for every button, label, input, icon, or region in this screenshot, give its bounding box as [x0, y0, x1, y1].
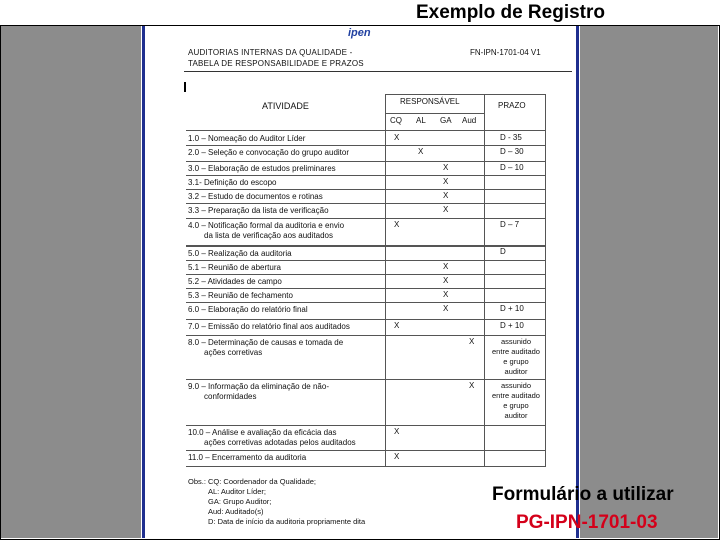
- page-right-border: [576, 26, 579, 538]
- header-col-al: AL: [416, 116, 426, 125]
- responsible-mark: X: [394, 427, 400, 436]
- right-gray-panel: [580, 26, 718, 538]
- activity-text: 7.0 – Emissão do relatório final aos auditados: [188, 322, 350, 331]
- activity-text: 5.2 – Atividades de campo: [188, 277, 282, 286]
- grid-line: [385, 94, 386, 466]
- deadline-text: D: [500, 247, 506, 256]
- grid-line: [186, 246, 546, 247]
- responsible-mark: X: [443, 304, 449, 313]
- ipen-logo: ipen: [348, 27, 371, 39]
- grid-line: [186, 425, 546, 426]
- activity-text: 8.0 – Determinação de causas e tomada de: [188, 338, 344, 347]
- header-deadline: PRAZO: [498, 101, 526, 110]
- grid-line: [186, 335, 546, 336]
- responsible-mark: X: [394, 133, 400, 142]
- grid-line: [186, 319, 546, 320]
- activity-text: 6.0 – Elaboração do relatório final: [188, 305, 308, 314]
- responsible-mark: X: [443, 290, 449, 299]
- grid-line: [186, 260, 546, 261]
- grid-line: [385, 113, 485, 114]
- activity-text: 3.0 – Elaboração de estudos preliminares: [188, 164, 336, 173]
- form-code: FN-IPN-1701-04 V1: [470, 48, 541, 57]
- activity-text-cont: ações corretivas adotadas pelos auditados: [204, 438, 356, 447]
- deadline-text: D - 35: [500, 133, 522, 142]
- activity-text-cont: conformidades: [204, 392, 257, 401]
- page-left-border: [142, 26, 145, 538]
- deadline-text: D + 10: [500, 321, 524, 330]
- header-col-aud: Aud: [462, 116, 477, 125]
- header-activity: ATIVIDADE: [262, 101, 309, 111]
- grid-line: [186, 189, 546, 190]
- left-gray-panel: [1, 26, 141, 538]
- activity-text: 3.3 – Preparação da lista de verificação: [188, 206, 329, 215]
- activity-text: 3.1- Definição do escopo: [188, 178, 277, 187]
- header-col-cq: CQ: [390, 116, 402, 125]
- responsible-mark: X: [469, 381, 475, 390]
- responsible-mark: X: [418, 147, 424, 156]
- slide-title: Exemplo de Registro: [416, 2, 605, 23]
- responsible-mark: X: [394, 220, 400, 229]
- caption-text: Formulário a utilizar: [492, 484, 674, 505]
- grid-line: [186, 302, 546, 303]
- form-title-line2: TABELA DE RESPONSABILIDADE E PRAZOS: [188, 59, 364, 68]
- responsible-mark: X: [469, 337, 475, 346]
- grid-line: [385, 94, 545, 95]
- activity-text: 5.3 – Reunião de fechamento: [188, 291, 293, 300]
- deadline-text: D – 10: [500, 163, 524, 172]
- grid-line: [186, 218, 546, 219]
- grid-line: [186, 466, 546, 467]
- caption-form-code: PG-IPN-1701-03: [516, 512, 658, 533]
- activity-text: 11.0 – Encerramento da auditoria: [188, 453, 307, 462]
- responsible-mark: X: [443, 163, 449, 172]
- note-line: AL: Auditor Líder;: [208, 487, 266, 496]
- deadline-text: D – 7: [500, 220, 520, 229]
- header-rule: [184, 71, 572, 72]
- note-line: Obs.: CQ: Coordenador da Qualidade;: [188, 477, 316, 486]
- legend-notes: [188, 477, 365, 527]
- deadline-text: assunido entre auditado e grupo auditor: [492, 381, 540, 420]
- activity-text: 5.0 – Realização da auditoria: [188, 249, 292, 258]
- form-title: [188, 47, 364, 69]
- responsible-mark: X: [443, 205, 449, 214]
- deadline-text: D + 10: [500, 304, 524, 313]
- grid-line: [186, 274, 546, 275]
- note-line: Aud: Auditado(s): [208, 507, 264, 516]
- grid-line: [186, 175, 546, 176]
- activity-text: 5.1 – Reunião de abertura: [188, 263, 281, 272]
- grid-line: [186, 145, 546, 146]
- responsible-mark: X: [394, 321, 400, 330]
- activity-text: 1.0 – Nomeação do Auditor Líder: [188, 134, 306, 143]
- header-responsible: RESPONSÁVEL: [400, 97, 460, 106]
- form-title-line1: AUDITORIAS INTERNAS DA QUALIDADE -: [188, 48, 353, 57]
- responsible-mark: X: [443, 177, 449, 186]
- note-line: GA: Grupo Auditor;: [208, 497, 272, 506]
- responsible-mark: X: [394, 452, 400, 461]
- responsible-mark: X: [443, 276, 449, 285]
- margin-mark: [184, 82, 186, 92]
- grid-line: [186, 130, 546, 131]
- activity-text: 4.0 – Notificação formal da auditoria e envio: [188, 221, 345, 230]
- activity-text: 10.0 – Análise e avaliação da eficácia das: [188, 428, 337, 437]
- note-line: D: Data de início da auditoria propriamente dita: [208, 517, 366, 526]
- deadline-text: assunido entre auditado e grupo auditor: [492, 337, 540, 376]
- activity-text: 9.0 – Informação da eliminação de não-: [188, 382, 329, 391]
- grid-line: [186, 161, 546, 162]
- grid-line: [186, 450, 546, 451]
- activity-text: 2.0 – Seleção e convocação do grupo auditor: [188, 148, 350, 157]
- activity-text-cont: da lista de verificação aos auditados: [204, 231, 333, 240]
- deadline-text: D – 30: [500, 147, 524, 156]
- grid-line: [186, 203, 546, 204]
- grid-line: [186, 288, 546, 289]
- grid-line: [484, 94, 485, 466]
- header-col-ga: GA: [440, 116, 452, 125]
- responsible-mark: X: [443, 191, 449, 200]
- grid-line: [186, 379, 546, 380]
- responsible-mark: X: [443, 262, 449, 271]
- activity-text: 3.2 – Estudo de documentos e rotinas: [188, 192, 323, 201]
- activity-text-cont: ações corretivas: [204, 348, 263, 357]
